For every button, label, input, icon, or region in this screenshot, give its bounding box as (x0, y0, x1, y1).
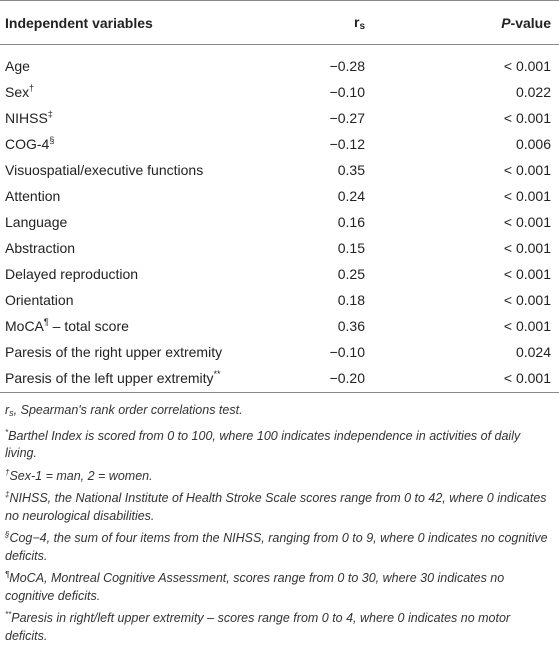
footnote (5, 570, 555, 605)
cell-variable (0, 79, 285, 105)
header-p-italic: P (501, 14, 511, 31)
table-row (0, 365, 559, 393)
cell-rs: 0.35 (337, 161, 365, 178)
footnote-marker: ¶ (43, 316, 49, 327)
variable-label: MoCA (5, 317, 44, 334)
cell-p-value: < 0.001 (503, 161, 551, 178)
cell-rs: −0.28 (329, 57, 365, 74)
footnote (5, 490, 555, 525)
cell-variable (0, 339, 285, 365)
cell-variable (0, 209, 285, 235)
cell-rs: 0.25 (337, 265, 365, 282)
cell-rs: −0.10 (329, 343, 365, 360)
footnote-text: MoCA, Montreal Cognitive Assessment, scores range from 0 to 30, where 30 indicates no cognitive deficits. (5, 571, 505, 603)
cell-rs: −0.12 (329, 135, 365, 152)
table-row (0, 105, 559, 131)
footnote-marker: ** (213, 369, 221, 380)
footnote-marker: † (29, 82, 35, 93)
cell-variable (0, 261, 285, 287)
header-independent-variables: Independent variables (0, 1, 285, 45)
table-row (0, 157, 559, 183)
table-row (0, 261, 559, 287)
header-p-rest: -value (510, 14, 551, 31)
variable-label: Language (5, 213, 68, 230)
cell-rs: −0.10 (329, 83, 365, 100)
cell-rs: −0.27 (329, 109, 365, 126)
variable-label: Age (5, 57, 30, 74)
variable-label: Abstraction (5, 239, 76, 256)
table-row (0, 235, 559, 261)
cell-variable (0, 313, 285, 339)
table-row (0, 131, 559, 157)
variable-label: COG-4 (5, 135, 50, 152)
header-row (0, 1, 559, 45)
cell-rs: −0.20 (285, 365, 365, 393)
footnote-marker: ‡ (5, 490, 10, 499)
cell-p-value: < 0.001 (503, 291, 551, 308)
cell-p-value: < 0.001 (503, 265, 551, 282)
footnote-marker: † (5, 467, 10, 477)
header-p-value (365, 1, 559, 45)
footnote (5, 610, 555, 645)
footnote-marker: ** (5, 610, 12, 619)
cell-p-value: < 0.001 (503, 187, 551, 204)
footnote-marker: ¶ (5, 570, 10, 579)
footnote-text: NIHSS, the National Institute of Health Stroke Scale scores range from 0 to 42, where 0 indicates no neurological disabilities. (5, 491, 547, 523)
cell-p-value: < 0.001 (365, 365, 559, 393)
footnote-text: Paresis in right/left upper extremity – scores range from 0 to 4, where 0 indicates no motor deficits. (5, 611, 511, 643)
cell-rs: 0.16 (337, 213, 365, 230)
cell-rs: 0.18 (337, 291, 365, 308)
footnote-rs-main: r (5, 403, 10, 417)
footnote (5, 428, 555, 463)
cell-p-value: < 0.001 (503, 213, 551, 230)
footnote-rs-subscript: s (9, 408, 14, 418)
header-rs-main: r (353, 13, 360, 30)
variable-label: Delayed reproduction (5, 265, 139, 282)
footnote-text: Sex-1 = man, 2 = women. (9, 468, 153, 483)
footnote-text: , Spearman's rank order correlations test. (13, 403, 243, 417)
table-row (0, 313, 559, 339)
variable-label: Sex (5, 83, 30, 100)
footnote-marker: § (49, 134, 55, 145)
footnote (5, 402, 555, 423)
table-body (0, 45, 559, 393)
variable-label: Paresis of the left upper extremity (5, 370, 214, 387)
table-footnotes (5, 402, 555, 650)
footnote-text: Cog−4, the sum of four items from the NIHSS, ranging from 0 to 9, where 0 indicates no cognitive deficits. (5, 531, 548, 563)
variable-label: Orientation (5, 291, 74, 308)
cell-p-value: 0.006 (515, 135, 551, 152)
variable-label-suffix: – total score (48, 317, 129, 334)
variable-label: NIHSS (5, 109, 48, 126)
footnote-marker: ‡ (47, 108, 53, 119)
header-rs (285, 1, 365, 45)
footnote-text: Barthel Index is scored from 0 to 100, where 100 indicates independence in activities of daily living. (5, 428, 521, 460)
table-row (0, 79, 559, 105)
header-rs-subscript: s (359, 20, 365, 32)
cell-p-value: < 0.001 (503, 109, 551, 126)
cell-rs: 0.36 (337, 317, 365, 334)
cell-p-value: < 0.001 (503, 239, 551, 256)
variable-label: Paresis of the right upper extremity (5, 343, 223, 360)
variable-label: Visuospatial/executive functions (5, 161, 204, 178)
cell-variable (0, 365, 285, 393)
footnote-marker: § (5, 530, 10, 539)
table-header (0, 1, 559, 45)
cell-variable (0, 235, 285, 261)
cell-variable (0, 131, 285, 157)
cell-p-value: < 0.001 (503, 57, 551, 74)
cell-variable (0, 45, 285, 79)
table-row (0, 45, 559, 79)
table-row (0, 339, 559, 365)
footnote (5, 530, 555, 565)
table-row (0, 287, 559, 313)
cell-variable (0, 183, 285, 209)
variable-label: Attention (5, 187, 61, 204)
cell-rs: 0.15 (337, 239, 365, 256)
table-row (0, 183, 559, 209)
footnote-marker: * (5, 427, 9, 437)
cell-variable (0, 105, 285, 131)
cell-variable (0, 287, 285, 313)
cell-p-value: 0.024 (515, 343, 551, 360)
cell-p-value: 0.022 (515, 83, 551, 100)
footnote (5, 468, 555, 486)
cell-rs: 0.24 (337, 187, 365, 204)
cell-variable (0, 157, 285, 183)
cell-p-value: < 0.001 (503, 317, 551, 334)
table-row (0, 209, 559, 235)
